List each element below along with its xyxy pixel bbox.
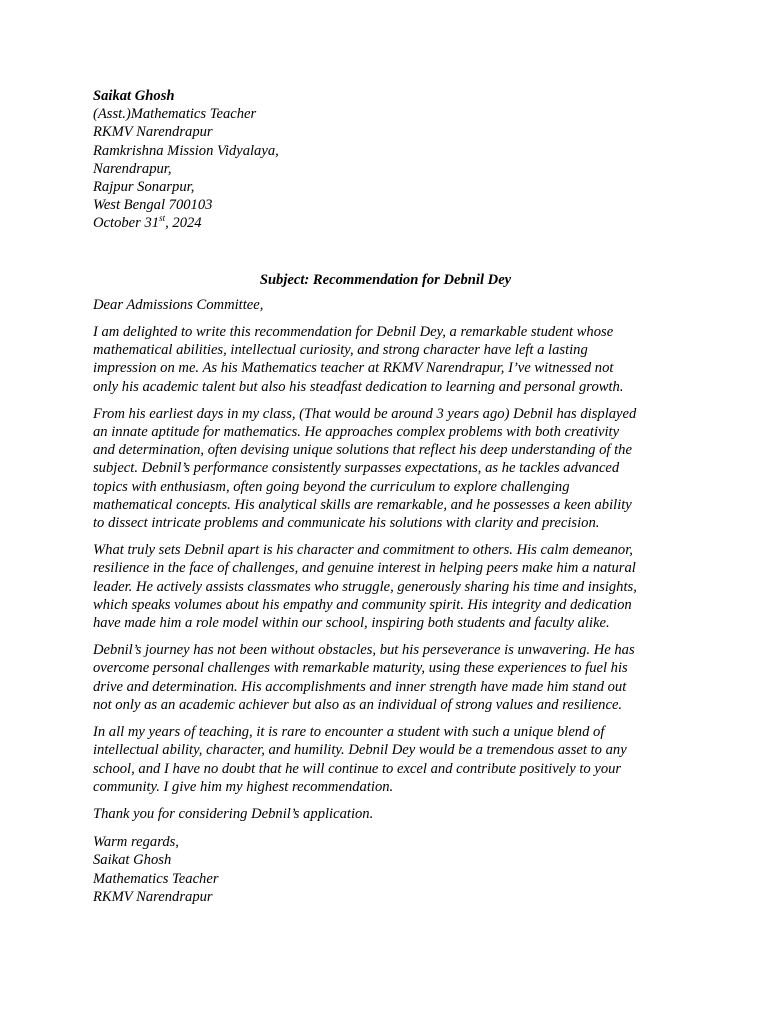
paragraph-line: school, and I have no doubt that he will continue to excel and contribute positively to your (93, 760, 622, 777)
body-paragraph (93, 723, 678, 796)
signer-org: RKMV Narendrapur (93, 888, 213, 905)
sender-institution: Ramkrishna Mission Vidyalaya, (93, 142, 279, 159)
paragraph-line: topics with enthusiasm, often going beyond the curriculum to explore challenging (93, 478, 570, 495)
paragraph-line: leader. He actively assists classmates who struggle, generously sharing his time and insights, (93, 578, 637, 595)
letter-page (93, 87, 678, 906)
sender-org: RKMV Narendrapur (93, 124, 213, 141)
letter-body (93, 323, 678, 823)
date-prefix: October 31 (93, 215, 160, 232)
closing-block (93, 833, 678, 906)
sender-name: Saikat Ghosh (93, 88, 175, 104)
paragraph-line: subject. Debnil’s performance consistently surpasses expectations, as he tackles advanced (93, 460, 620, 477)
paragraph-line: not only as an academic achiever but also as an individual of strong values and resilience. (93, 696, 623, 713)
paragraph-line: an innate aptitude for mathematics. He approaches complex problems with both creativity (93, 424, 620, 441)
sign-off: Warm regards, (93, 834, 179, 851)
sender-title: (Asst.)Mathematics Teacher (93, 106, 257, 123)
paragraph-line: drive and determination. His accomplishments and inner strength have made him stand out (93, 678, 627, 695)
paragraph-line: mathematical abilities, intellectual curiosity, and strong character have left a lasting (93, 342, 588, 359)
paragraph-line: impression on me. As his Mathematics teacher at RKMV Narendrapur, I’ve witnessed not (93, 360, 614, 377)
paragraph-line: mathematical concepts. His analytical skills are remarkable, and he possesses a keen ability (93, 496, 632, 513)
body-paragraph (93, 405, 678, 532)
paragraph-line: In all my years of teaching, it is rare to encounter a student with such a unique blend of (93, 724, 605, 741)
subject-line: Subject: Recommendation for Debnil Dey (259, 271, 512, 288)
paragraph-line: resilience in the face of challenges, and genuine interest in helping peers make him a natural (93, 560, 636, 577)
body-paragraph (93, 541, 678, 632)
paragraph-line: I am delighted to write this recommendation for Debnil Dey, a remarkable student whose (93, 324, 614, 341)
paragraph-line: intellectual ability, character, and humility. Debnil Dey would be a tremendous asset to any (93, 742, 627, 759)
body-paragraph (93, 323, 678, 396)
paragraph-line: Debnil’s journey has not been without obstacles, but his perseverance is unwavering. He has (93, 642, 635, 659)
paragraph-line: overcome personal challenges with remarkable maturity, using these experiences to fuel his (93, 660, 628, 677)
signer-name: Saikat Ghosh (93, 852, 172, 869)
body-paragraph (93, 805, 678, 823)
date-year: , 2024 (165, 215, 202, 232)
paragraph-line: have made him a role model within our school, inspiring both students and faculty alike. (93, 615, 610, 632)
paragraph-line: Thank you for considering Debnil’s application. (93, 805, 374, 822)
date-ordinal-suffix: st (159, 213, 166, 224)
paragraph-line: What truly sets Debnil apart is his character and commitment to others. His calm demeanor, (93, 542, 633, 559)
letter-date (93, 214, 678, 232)
sender-area: Rajpur Sonarpur, (93, 179, 195, 196)
paragraph-line: which speaks volumes about his empathy and community spirit. His integrity and dedication (93, 596, 632, 613)
paragraph-line: community. I give him my highest recommendation. (93, 778, 394, 795)
paragraph-line: only his academic talent but also his steadfast dedication to learning and personal growth. (93, 378, 624, 395)
paragraph-line: and determination, often devising unique solutions that reflect his deep understanding of the (93, 442, 632, 459)
signer-title: Mathematics Teacher (93, 870, 219, 887)
body-paragraph (93, 641, 678, 714)
paragraph-line: From his earliest days in my class, (That would be around 3 years ago) Debnil has displayed (93, 405, 637, 422)
salutation: Dear Admissions Committee, (93, 296, 264, 313)
sender-address-block (93, 87, 678, 233)
sender-state-zip: West Bengal 700103 (93, 197, 213, 214)
paragraph-line: to dissect intricate problems and communicate his solutions with clarity and precision. (93, 515, 600, 532)
sender-place: Narendrapur, (93, 160, 172, 177)
